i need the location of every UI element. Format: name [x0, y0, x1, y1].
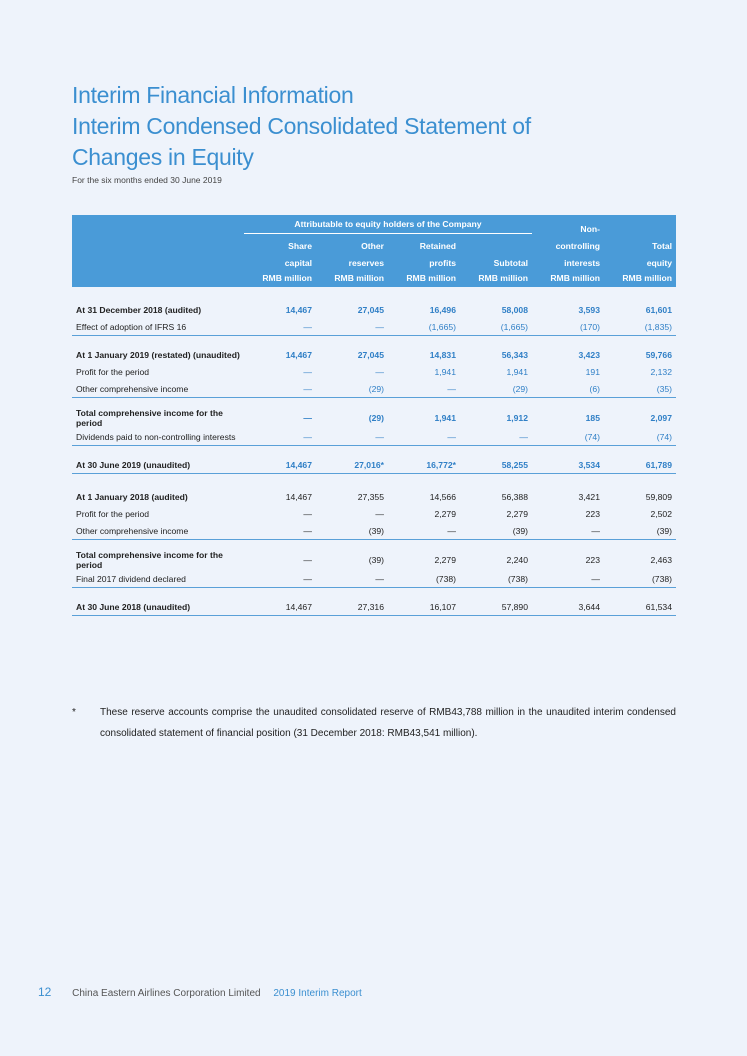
row-label: At 30 June 2019 (unaudited): [72, 456, 244, 474]
cell: 14,467: [285, 349, 312, 360]
cell: —: [244, 428, 316, 446]
cell: (170): [532, 318, 604, 336]
col-header-unit: RMB million: [388, 268, 460, 287]
cell: —: [244, 570, 316, 588]
spacer-row: [72, 446, 676, 457]
table-row: [72, 301, 676, 318]
cell: 2,132: [650, 366, 672, 377]
cell: 2,463: [650, 555, 672, 565]
cell: —: [375, 366, 384, 377]
equity-table: [72, 215, 676, 616]
cell: —: [244, 318, 316, 336]
cell: 61,789: [604, 456, 676, 474]
cell: 1,941: [506, 366, 528, 377]
cell: —: [532, 570, 604, 588]
header-blank: [72, 251, 244, 268]
cell: (39): [460, 522, 532, 540]
footnote-text: These reserve accounts comprise the unaudited consolidated reserve of RMB43,788 million in the unaudited interim condensed consolidated statement of financial position (31 December 2018: RMB43,541 million).: [100, 707, 676, 739]
col-header-l2: Total: [604, 234, 676, 252]
page-title-line-2: Interim Condensed Consolidated Statement of: [72, 113, 531, 139]
table-row: [72, 408, 676, 428]
header-blank: [72, 268, 244, 287]
cell: 27,045: [357, 349, 384, 360]
col-header-unit: RMB million: [460, 268, 532, 287]
group-header: Attributable to equity holders of the Company: [244, 215, 532, 234]
cell: 2,279: [434, 555, 456, 565]
table-row: [72, 505, 676, 522]
page-subtitle: For the six months ended 30 June 2019: [72, 175, 222, 185]
row-label: Profit for the period: [76, 366, 150, 377]
row-label: At 30 June 2018 (unaudited): [72, 598, 244, 616]
col-header-l1: Non-: [532, 215, 604, 234]
cell: —: [388, 428, 460, 446]
cell: 27,355: [357, 491, 384, 502]
cell: 59,766: [645, 349, 672, 360]
page-number: 12: [38, 985, 52, 999]
cell: 223: [585, 555, 600, 565]
cell: 2,502: [650, 508, 672, 519]
header-blank: [72, 215, 244, 234]
cell: 3,421: [578, 491, 600, 502]
cell: 185: [585, 413, 600, 423]
cell: 191: [585, 366, 600, 377]
row-label: Other comprehensive income: [72, 522, 244, 540]
cell: (738): [604, 570, 676, 588]
cell: (6): [532, 380, 604, 398]
spacer-row: [72, 287, 676, 301]
cell: —: [244, 380, 316, 398]
spacer-row: [72, 588, 676, 599]
row-label: Total comprehensive income for the period: [76, 550, 223, 570]
cell: 27,045: [357, 304, 384, 315]
table-row: [72, 522, 676, 540]
cell: (738): [460, 570, 532, 588]
cell: 3,644: [532, 598, 604, 616]
spacer-cell: [72, 588, 676, 599]
col-header-l3: Subtotal: [460, 251, 532, 268]
cell: (39): [604, 522, 676, 540]
cell: —: [375, 508, 384, 519]
cell: —: [303, 366, 312, 377]
cell: —: [303, 508, 312, 519]
footnote: [72, 702, 676, 744]
cell: —: [244, 522, 316, 540]
header-blank: [72, 234, 244, 252]
table-row: [72, 380, 676, 398]
col-header-l3: equity: [604, 251, 676, 268]
cell: 14,831: [429, 349, 456, 360]
row-label: At 31 December 2018 (audited): [76, 304, 202, 315]
table-row: [72, 550, 676, 570]
cell: —: [460, 428, 532, 446]
cell: 58,008: [501, 304, 528, 315]
cell: —: [388, 522, 460, 540]
cell: 57,890: [460, 598, 532, 616]
cell: 56,388: [501, 491, 528, 502]
col-header-l2: Share: [244, 234, 316, 252]
spacer-row: [72, 540, 676, 551]
cell: (29): [316, 380, 388, 398]
cell: 3,593: [578, 304, 600, 315]
footnote-mark: *: [72, 707, 76, 718]
cell: 61,534: [604, 598, 676, 616]
row-label: At 1 January 2018 (audited): [76, 491, 188, 502]
cell: 16,107: [388, 598, 460, 616]
cell: 14,467: [285, 304, 312, 315]
cell: —: [303, 413, 312, 423]
cell: —: [316, 570, 388, 588]
cell: —: [316, 318, 388, 336]
cell: 27,316: [316, 598, 388, 616]
table-row: [72, 456, 676, 474]
page-footer: [38, 985, 362, 999]
cell: (39): [316, 522, 388, 540]
cell: 2,279: [434, 508, 456, 519]
spacer-cell: [72, 540, 676, 551]
cell: 61,601: [645, 304, 672, 315]
col-header-l2: [460, 234, 532, 252]
cell: (738): [388, 570, 460, 588]
table-row: [72, 598, 676, 616]
cell: (1,835): [604, 318, 676, 336]
cell: 14,566: [429, 491, 456, 502]
cell: —: [303, 555, 312, 565]
cell: —: [388, 380, 460, 398]
cell: 2,240: [506, 555, 528, 565]
cell: (74): [604, 428, 676, 446]
spacer-row: [72, 398, 676, 409]
spacer-cell: [72, 474, 676, 489]
table-row: [72, 428, 676, 446]
cell: (1,665): [460, 318, 532, 336]
cell: (29): [368, 413, 384, 423]
row-label: Total comprehensive income for the period: [76, 408, 223, 428]
cell: (1,665): [388, 318, 460, 336]
cell: 2,097: [650, 413, 672, 423]
cell: (29): [460, 380, 532, 398]
cell: 14,467: [244, 456, 316, 474]
cell: 1,941: [434, 366, 456, 377]
cell: (74): [532, 428, 604, 446]
col-header-l3: capital: [244, 251, 316, 268]
report-name: 2019 Interim Report: [273, 988, 362, 999]
row-label: At 1 January 2019 (restated) (unaudited): [76, 349, 240, 360]
cell: 3,423: [578, 349, 600, 360]
cell: 1,941: [434, 413, 456, 423]
spacer-cell: [72, 287, 676, 301]
table-row: [72, 488, 676, 505]
col-header-l3: profits: [388, 251, 460, 268]
cell: 14,467: [285, 491, 312, 502]
cell: 14,467: [244, 598, 316, 616]
cell: 27,016*: [316, 456, 388, 474]
spacer-row: [72, 336, 676, 347]
table-row: [72, 346, 676, 363]
table-row: [72, 318, 676, 336]
row-label: Other comprehensive income: [72, 380, 244, 398]
row-label: Effect of adoption of IFRS 16: [72, 318, 244, 336]
spacer-row: [72, 474, 676, 489]
spacer-cell: [72, 398, 676, 409]
col-header-l3: interests: [532, 251, 604, 268]
row-label: Dividends paid to non-controlling interests: [72, 428, 244, 446]
page-title-line-1: Interim Financial Information: [72, 82, 354, 108]
spacer-cell: [72, 336, 676, 347]
cell: 223: [585, 508, 600, 519]
cell: 56,343: [501, 349, 528, 360]
cell: 16,772*: [388, 456, 460, 474]
col-header-unit: RMB million: [532, 268, 604, 287]
col-header-unit: RMB million: [316, 268, 388, 287]
cell: 59,809: [645, 491, 672, 502]
cell: —: [532, 522, 604, 540]
col-header-l1: [604, 215, 676, 234]
table-row: [72, 570, 676, 588]
cell: (39): [368, 555, 384, 565]
page-title-line-3: Changes in Equity: [72, 144, 254, 170]
company-name: China Eastern Airlines Corporation Limited: [72, 988, 261, 999]
cell: 2,279: [506, 508, 528, 519]
cell: 16,496: [429, 304, 456, 315]
cell: 1,912: [506, 413, 528, 423]
col-header-l2: Other: [316, 234, 388, 252]
col-header-l2: Retained: [388, 234, 460, 252]
row-label: Profit for the period: [76, 508, 150, 519]
cell: 58,255: [460, 456, 532, 474]
cell: (35): [604, 380, 676, 398]
row-label: Final 2017 dividend declared: [72, 570, 244, 588]
table-row: [72, 363, 676, 380]
col-header-l3: reserves: [316, 251, 388, 268]
cell: —: [316, 428, 388, 446]
spacer-cell: [72, 446, 676, 457]
col-header-unit: RMB million: [604, 268, 676, 287]
col-header-l2: controlling: [532, 234, 604, 252]
title-block: [72, 80, 531, 185]
cell: 3,534: [532, 456, 604, 474]
col-header-unit: RMB million: [244, 268, 316, 287]
